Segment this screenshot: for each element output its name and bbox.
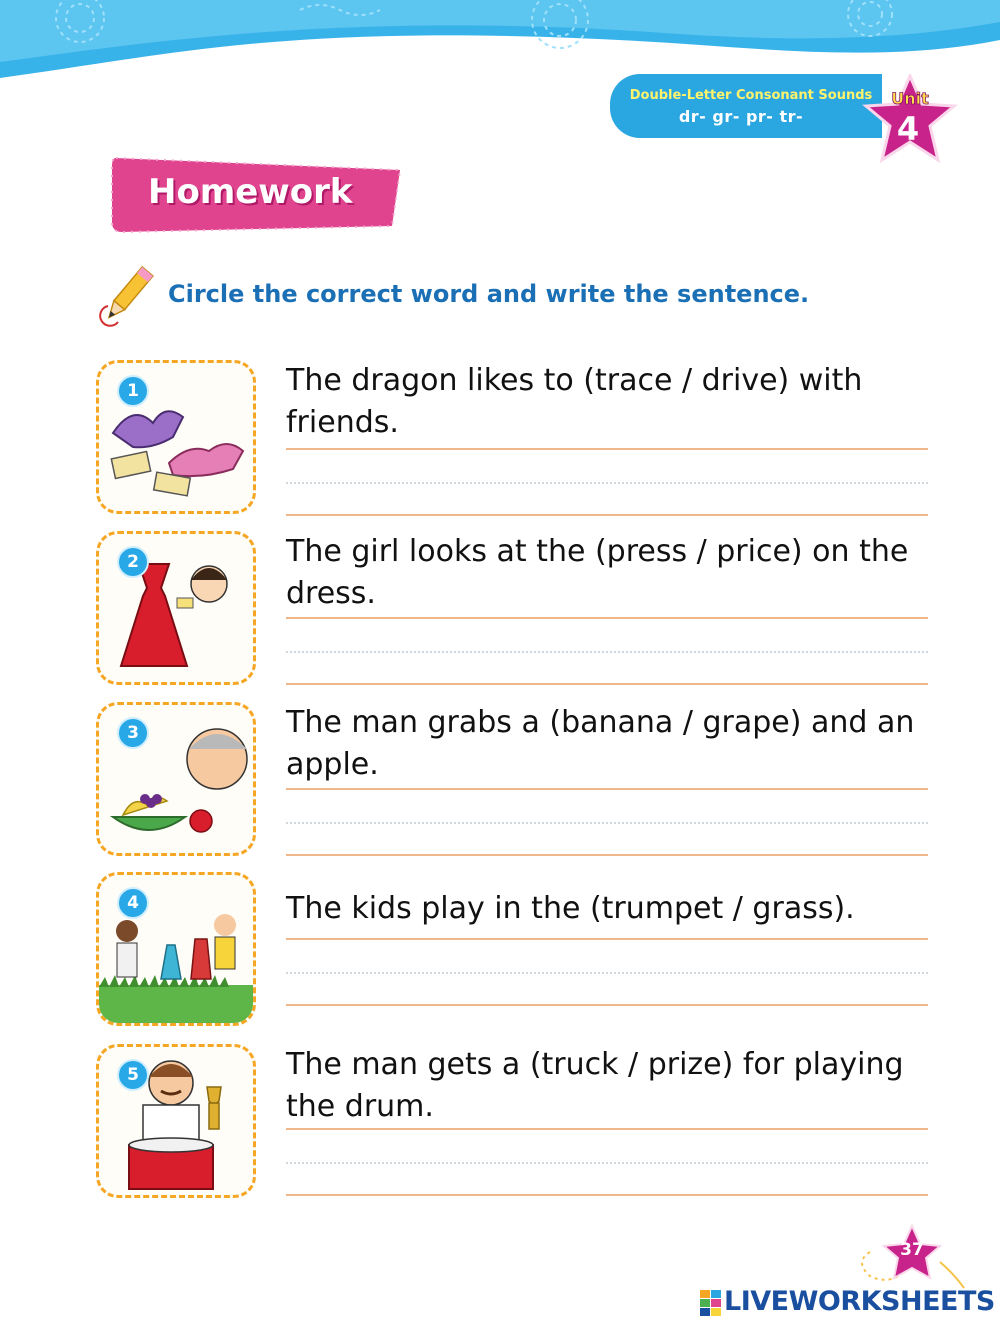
exercise-item-3	[94, 702, 934, 858]
exercise-item-4	[94, 872, 934, 1028]
item-sentence: The man grabs a (banana / grape) and an apple.	[286, 705, 915, 782]
exercise-item-1	[94, 360, 934, 516]
man-with-drum-and-trophy-picture	[96, 1044, 256, 1198]
writing-line-bottom[interactable]	[286, 854, 928, 856]
writing-line-top	[286, 938, 928, 940]
writing-line-middle	[286, 482, 928, 484]
item-number-badge: 2	[117, 546, 149, 578]
item-sentence: The kids play in the (trumpet / grass).	[286, 891, 855, 926]
item-sentence: The girl looks at the (press / price) on the dress.	[286, 534, 909, 611]
homework-title-tag	[108, 152, 408, 236]
writing-line-bottom[interactable]	[286, 1194, 928, 1196]
unit-subtitle: Double-Letter Consonant Sounds	[629, 88, 873, 103]
instruction-text: Circle the correct word and write the sentence.	[168, 280, 810, 308]
writing-line-top	[286, 448, 928, 450]
man-with-fruit-bowl-picture	[96, 702, 256, 856]
item-number-badge: 5	[117, 1059, 149, 1091]
item-number-badge: 1	[117, 375, 149, 407]
section-title: Homework	[148, 172, 353, 212]
writing-line-middle	[286, 651, 928, 653]
unit-banner	[610, 74, 882, 138]
item-number-badge: 3	[117, 717, 149, 749]
writing-line-middle	[286, 1162, 928, 1164]
girl-looking-at-red-dress-price-picture	[96, 531, 256, 685]
unit-star-badge	[858, 74, 962, 166]
page-number: 37	[900, 1240, 924, 1260]
unit-number: 4	[896, 110, 920, 148]
writing-line-top	[286, 617, 928, 619]
writing-line-top	[286, 1128, 928, 1130]
exercise-item-5	[94, 1044, 934, 1200]
writing-line-bottom[interactable]	[286, 1004, 928, 1006]
kids-playing-in-grass-picture	[96, 872, 256, 1026]
writing-line-top	[286, 788, 928, 790]
liveworksheets-logo-icon	[700, 1290, 722, 1316]
writing-line-middle	[286, 972, 928, 974]
writing-line-middle	[286, 822, 928, 824]
writing-line-bottom[interactable]	[286, 683, 928, 685]
item-sentence: The dragon likes to (trace / drive) with friends.	[286, 363, 863, 440]
unit-label: Unit	[891, 89, 929, 108]
unit-sounds: dr- gr- pr- tr-	[678, 107, 804, 126]
exercise-item-2	[94, 531, 934, 687]
dragons-driving-toy-cars-picture	[96, 360, 256, 514]
item-sentence: The man gets a (truck / prize) for playing the drum.	[286, 1047, 904, 1124]
item-number-badge: 4	[117, 887, 149, 919]
pencil-icon	[96, 262, 158, 330]
writing-line-bottom[interactable]	[286, 514, 928, 516]
liveworksheets-watermark: LIVEWORKSHEETS	[724, 1286, 995, 1317]
